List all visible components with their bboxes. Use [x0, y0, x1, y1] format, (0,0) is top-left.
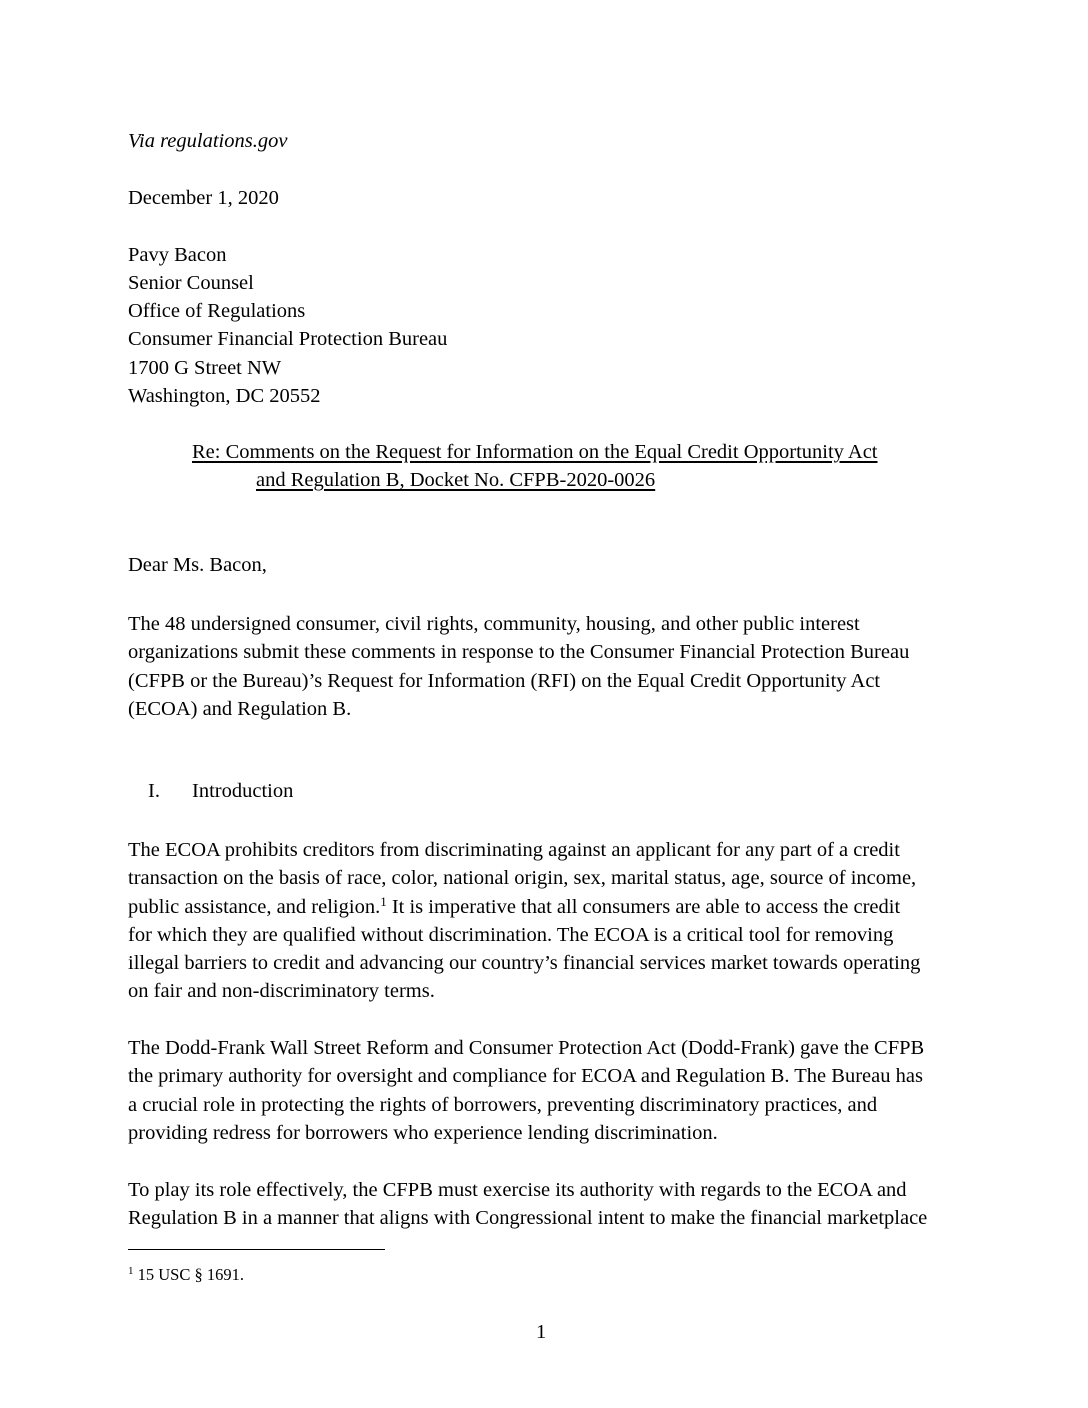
paragraph-line: illegal barriers to credit and advancing our country’s financial services market towards operating — [128, 952, 921, 975]
letter-date: December 1, 2020 — [128, 187, 279, 209]
paragraph-line: for which they are qualified without discrimination. The ECOA is a critical tool for removing — [128, 923, 894, 946]
paragraph-text: It is imperative that all consumers are able to access the credit — [386, 895, 901, 918]
paragraph-line: Regulation B in a manner that aligns with Congressional intent to make the financial marketplace — [128, 1207, 928, 1230]
section-title: Introduction — [192, 780, 294, 802]
footnote — [128, 1265, 244, 1285]
subject-line-2: and Regulation B, Docket No. CFPB-2020-0026 — [256, 469, 656, 491]
paragraph-text: public assistance, and religion. — [128, 895, 381, 918]
paragraph-line: the primary authority for oversight and compliance for ECOA and Regulation B. The Bureau has — [128, 1065, 923, 1088]
footnote-divider — [128, 1249, 385, 1250]
paragraph-line — [128, 893, 958, 921]
recipient-line: Washington, DC 20552 — [128, 385, 321, 407]
recipient-line: Office of Regulations — [128, 300, 306, 322]
paragraph-line: The 48 undersigned consumer, civil rights, community, housing, and other public interest — [128, 613, 860, 635]
footnote-reference[interactable]: 1 — [380, 893, 387, 909]
paragraph-line: providing redress for borrowers who experience lending discrimination. — [128, 1121, 718, 1144]
paragraph-cfpb-role — [128, 1176, 958, 1233]
salutation: Dear Ms. Bacon, — [128, 554, 267, 576]
footnote-text: 15 USC § 1691. — [133, 1265, 244, 1284]
paragraph-line: organizations submit these comments in response to the Consumer Financial Protection Bureau — [128, 641, 910, 664]
paragraph-line: To play its role effectively, the CFPB must exercise its authority with regards to the ECOA and — [128, 1179, 907, 1201]
paragraph-line: (ECOA) and Regulation B. — [128, 697, 352, 720]
recipient-line: 1700 G Street NW — [128, 357, 282, 379]
paragraph-line: The ECOA prohibits creditors from discriminating against an applicant for any part of a credit — [128, 839, 900, 861]
recipient-line: Senior Counsel — [128, 272, 254, 294]
recipient-line: Consumer Financial Protection Bureau — [128, 328, 448, 350]
paragraph-dodd-frank — [128, 1034, 958, 1147]
footnote-number: 1 — [128, 1265, 134, 1277]
paragraph-line: on fair and non-discriminatory terms. — [128, 980, 435, 1003]
paragraph-line: transaction on the basis of race, color, national origin, sex, marital status, age, source of income, — [128, 867, 917, 890]
subject-line-1: Re: Comments on the Request for Information on the Equal Credit Opportunity Act — [192, 441, 878, 463]
page-number: 1 — [536, 1321, 547, 1343]
paragraph-line: a crucial role in protecting the rights of borrowers, preventing discriminatory practices, and — [128, 1093, 878, 1116]
paragraph-ecoa-prohibitions — [128, 836, 958, 1006]
paragraph-line: (CFPB or the Bureau)’s Request for Information (RFI) on the Equal Credit Opportunity Act — [128, 669, 881, 692]
recipient-line: Pavy Bacon — [128, 244, 227, 266]
intro-paragraph — [128, 610, 958, 723]
section-number: I. — [148, 780, 160, 802]
delivery-method: Via regulations.gov — [128, 130, 288, 152]
paragraph-line: The Dodd-Frank Wall Street Reform and Consumer Protection Act (Dodd-Frank) gave the CFPB — [128, 1037, 925, 1059]
